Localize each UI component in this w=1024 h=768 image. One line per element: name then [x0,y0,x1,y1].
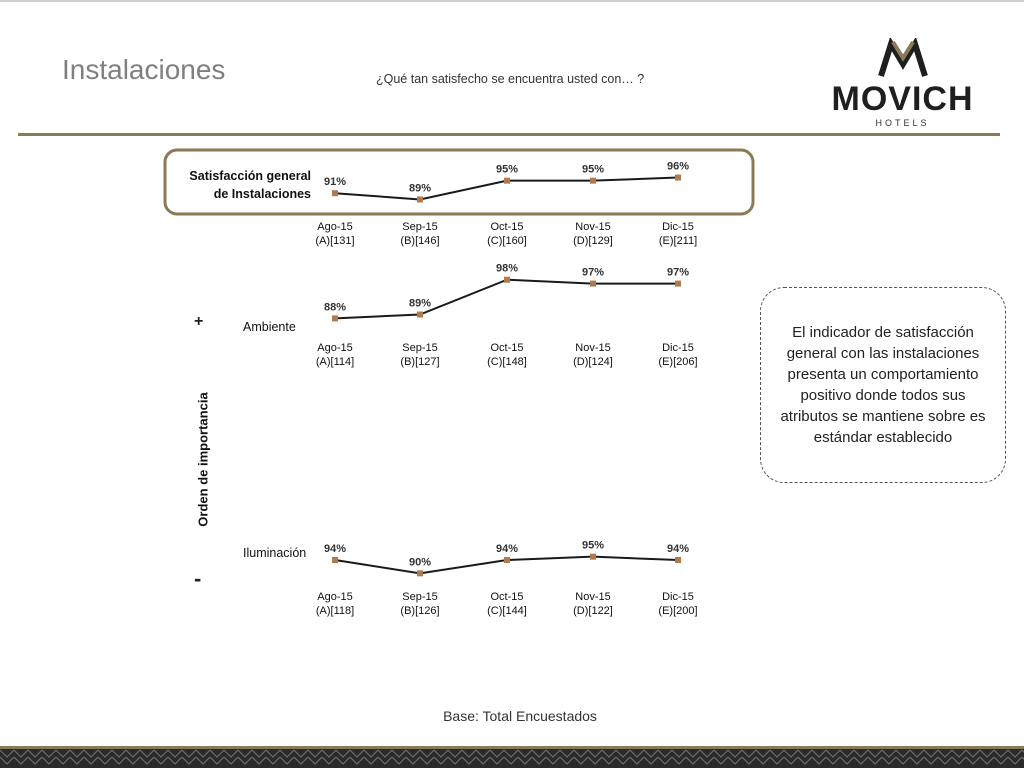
chart-2-tick-base-4: (E)[200] [658,605,698,617]
chart-0-tick-2 [472,220,542,248]
chart-0-data-label-0: 91% [323,176,347,189]
base-note: Base: Total Encuestados [443,708,597,724]
chart-2-point-3 [590,554,596,560]
chart-1-tick-2 [472,341,542,369]
chart-0-tick-base-2: (C)[160] [487,235,527,247]
chart-2-point-2 [504,557,510,563]
chart-0-tick-base-4: (E)[211] [658,235,698,247]
chart-2-tick-4 [643,590,713,618]
chart-1-tick-category-3: Nov-15 [575,342,611,354]
chart-0-tick-category-3: Nov-15 [575,221,611,233]
importance-axis-label: Orden de importancia [195,392,211,527]
chart-1-tick-base-2: (C)[148] [487,356,527,368]
chart-0-tick-category-4: Dic-15 [662,221,694,233]
chart-0-point-1 [417,196,423,202]
chart-1-data-label-0: 88% [323,301,347,314]
chart-2-title: Iluminación [243,546,307,560]
chart-2-tick-1 [385,590,455,618]
chart-1-tick-0 [300,341,370,369]
chart-1-title: Ambiente [243,320,296,334]
chart-1-tick-category-1: Sep-15 [402,342,438,354]
chart-2-data-label-3: 95% [581,539,605,552]
chart-1-point-0 [332,315,338,321]
chart-2-tick-base-2: (C)[144] [487,605,527,617]
page-title: Instalaciones [62,54,226,85]
chart-0-tick-base-1: (B)[146] [400,235,440,247]
chart-1-tick-3 [558,341,628,369]
chart-0-point-0 [332,190,338,196]
survey-question: ¿Qué tan satisfecho se encuentra usted con… ? [376,72,645,86]
chart-1-tick-category-0: Ago-15 [317,342,353,354]
chart-2-tick-base-3: (D)[122] [573,605,613,617]
chart-2-tick-2 [472,590,542,618]
chart-1-series-line [335,280,678,319]
footer-pattern [0,746,1024,768]
chart-0-title-line-2: de Instalaciones [213,187,311,201]
brand-name: MOVICH [831,80,974,118]
chart-0-title [180,167,311,203]
chart-2-point-0 [332,557,338,563]
chart-1-data-label-2: 98% [495,262,519,275]
chart-2-data-label-0: 94% [323,543,347,555]
chart-0-tick-3 [558,220,628,248]
chart-2-tick-category-2: Oct-15 [490,591,524,603]
chart-0-point-2 [504,178,510,184]
chart-1-tick-base-0: (A)[114] [315,356,355,368]
chart-0-tick-base-3: (D)[129] [573,235,613,247]
chart-0-tick-category-0: Ago-15 [317,221,353,233]
chart-1-tick-category-2: Oct-15 [490,342,524,354]
chart-1-tick-category-4: Dic-15 [662,342,694,354]
chart-2-data-label-4: 94% [666,543,690,555]
chart-0-data-label-1: 89% [408,182,432,195]
chart-1-data-label-3: 97% [581,266,605,279]
importance-plus: + [194,313,204,330]
chart-1-tick-4 [643,341,713,369]
chart-1-point-2 [504,277,510,283]
chart-1-data-label-1: 89% [408,297,432,310]
brand-subtitle: HOTELS [875,118,930,128]
chart-2-tick-base-1: (B)[126] [400,605,440,617]
chart-1-tick-base-1: (B)[127] [400,356,440,368]
chart-2-data-label-2: 94% [495,543,519,555]
importance-minus: - [194,566,202,591]
chart-0-tick-base-0: (A)[131] [315,235,355,247]
chart-0-tick-4 [643,220,713,248]
chart-0-tick-1 [385,220,455,248]
chart-2-tick-category-1: Sep-15 [402,591,438,603]
chart-2-point-4 [675,557,681,563]
chart-0-tick-0 [300,220,370,248]
chart-0-data-label-3: 95% [581,163,605,176]
chart-2-tick-base-0: (A)[118] [315,605,355,617]
chart-2-data-label-1: 90% [408,556,432,569]
chart-1-point-1 [417,312,423,318]
chart-0-point-3 [590,178,596,184]
chart-0-data-label-4: 96% [666,160,690,173]
chart-2-tick-3 [558,590,628,618]
insight-note [760,287,1006,483]
chart-2-tick-0 [300,590,370,618]
chart-0-data-label-2: 95% [495,163,519,176]
chart-2-tick-category-0: Ago-15 [317,591,353,603]
chart-2-point-1 [417,570,423,576]
chart-1-tick-1 [385,341,455,369]
chart-1-tick-base-4: (E)[206] [658,356,698,368]
chart-2-tick-category-3: Nov-15 [575,591,611,603]
chart-1-data-label-4: 97% [666,266,690,279]
insight-note-text: El indicador de satisfacción general con las instalaciones presenta un comportamiento positivo donde todos sus atributos se mantiene sobre es estándar establecido [780,324,986,446]
chart-0-title-line-1: Satisfacción general [189,169,311,183]
chart-0-tick-category-1: Sep-15 [402,221,438,233]
chart-1-point-3 [590,281,596,287]
chart-2-tick-category-4: Dic-15 [662,591,694,603]
chart-1-point-4 [675,281,681,287]
chart-0-tick-category-2: Oct-15 [490,221,524,233]
chart-1-tick-base-3: (D)[124] [573,356,613,368]
chart-0-point-4 [675,175,681,181]
